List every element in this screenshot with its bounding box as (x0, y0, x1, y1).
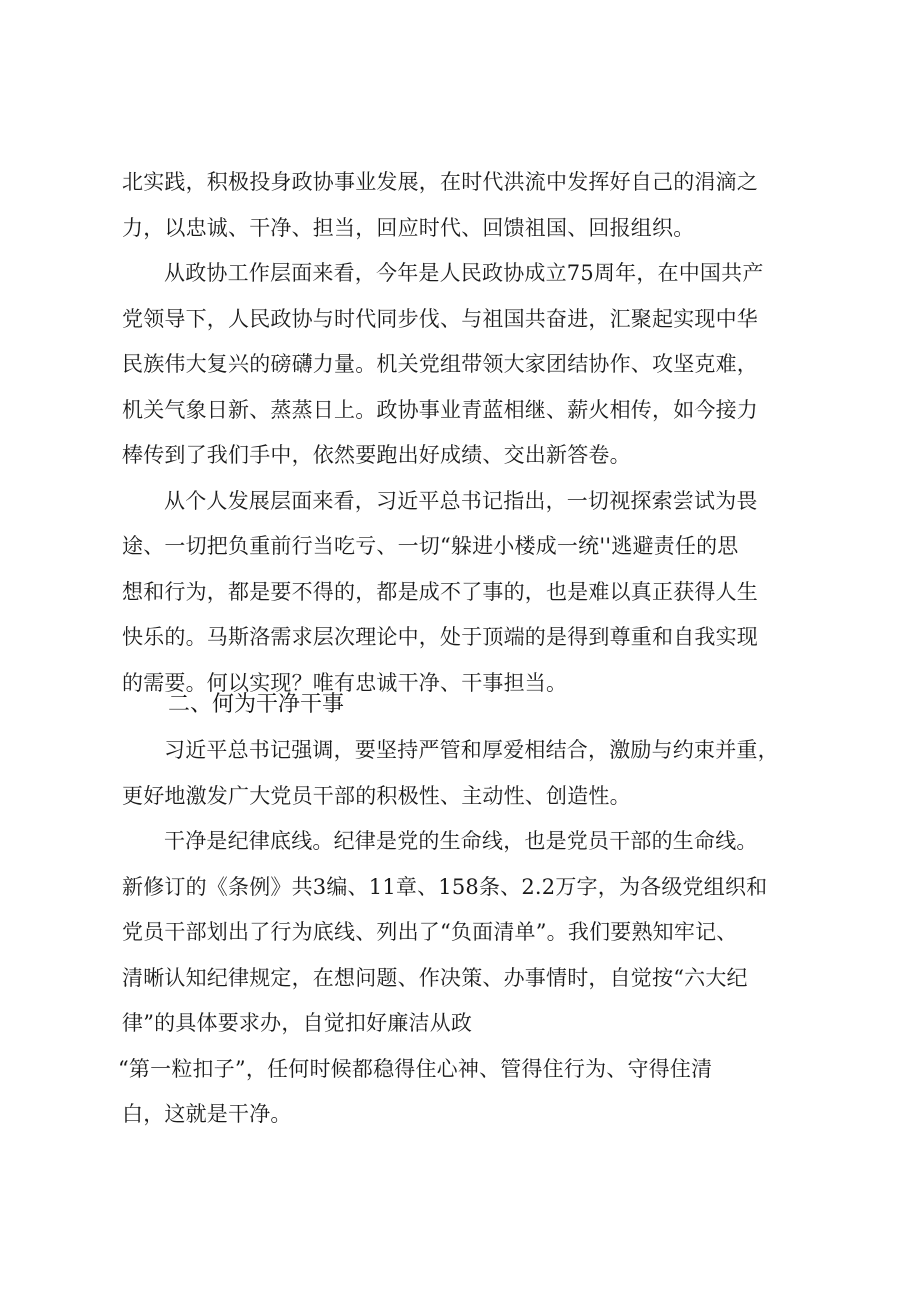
section-heading: 二、何为干净干事 (168, 692, 345, 717)
paragraph-4 (122, 728, 822, 819)
paragraph-1 (122, 160, 822, 251)
paragraph-2 (122, 251, 822, 479)
text-line: 清晰认知纪律规定，在想问题、作决策、办事情时，自觉按“六大纪 (122, 965, 748, 990)
text-line: 从政协工作层面来看，今年是人民政协成立75周年，在中国共产 (164, 261, 764, 285)
text-line: 党领导下，人民政协与时代同步伐、与祖国共奋进，汇聚起实现中华 (122, 306, 758, 331)
text-line: 党员干部划出了行为底线、列出了“负面清单”。我们要熟知牢记、 (122, 920, 738, 944)
text-line: 途、一切把负重前行当吃亏、一切“躲进小楼成一统''逃避责任的思 (122, 534, 739, 558)
text-block-top (122, 160, 822, 706)
paragraph-3 (122, 479, 822, 707)
text-line: 从个人发展层面来看，习近平总书记指出，一切视探索尝试为畏 (164, 488, 758, 513)
text-block-bottom (118, 728, 822, 1138)
text-line: 律”的具体要求办，自觉扣好廉洁从政 (122, 1011, 473, 1035)
text-line: 棒传到了我们手中，依然要跑出好成绩、交出新答卷。 (122, 443, 631, 467)
text-line: 更好地激发广大党员干部的积极性、主动性、创造性。 (122, 783, 631, 808)
text-line: 习近平总书记强调，要坚持严管和厚爱相结合，激励与约束并重， (164, 738, 779, 762)
text-line: 北实践，积极投身政协事业发展，在时代洪流中发挥好自己的涓滴之 (122, 170, 758, 194)
text-line: 机关气象日新、蒸蒸日上。政协事业青蓝相继、薪火相传，如今接力 (122, 397, 758, 422)
text-line: 白，这就是干净。 (122, 1102, 292, 1126)
text-line: 力，以忠诚、干净、担当，回应时代、回馈祖国、回报组织。 (122, 215, 695, 240)
text-line: 干净是纪律底线。纪律是党的生命线，也是党员干部的生命线。 (164, 829, 758, 853)
text-line: 新修订的《条例》共3编、11章、158条、2.2万字，为各级党组织和 (122, 874, 768, 899)
paragraph-5 (118, 819, 822, 1138)
text-line: “第一粒扣子”，任何时候都稳得住心神、管得住行为、守得住清 (118, 1056, 713, 1081)
text-line: 的需要。何以实现？唯有忠诚干净、干事担当。 (122, 670, 568, 695)
text-line: 想和行为，都是要不得的，都是成不了事的，也是难以真正获得人生 (122, 579, 758, 604)
text-line: 快乐的。马斯洛需求层次理论中，处于顶端的是得到尊重和自我实现 (122, 625, 758, 649)
text-line: 民族伟大复兴的磅礴力量。机关党组带领大家团结协作、攻坚克难， (122, 352, 758, 376)
